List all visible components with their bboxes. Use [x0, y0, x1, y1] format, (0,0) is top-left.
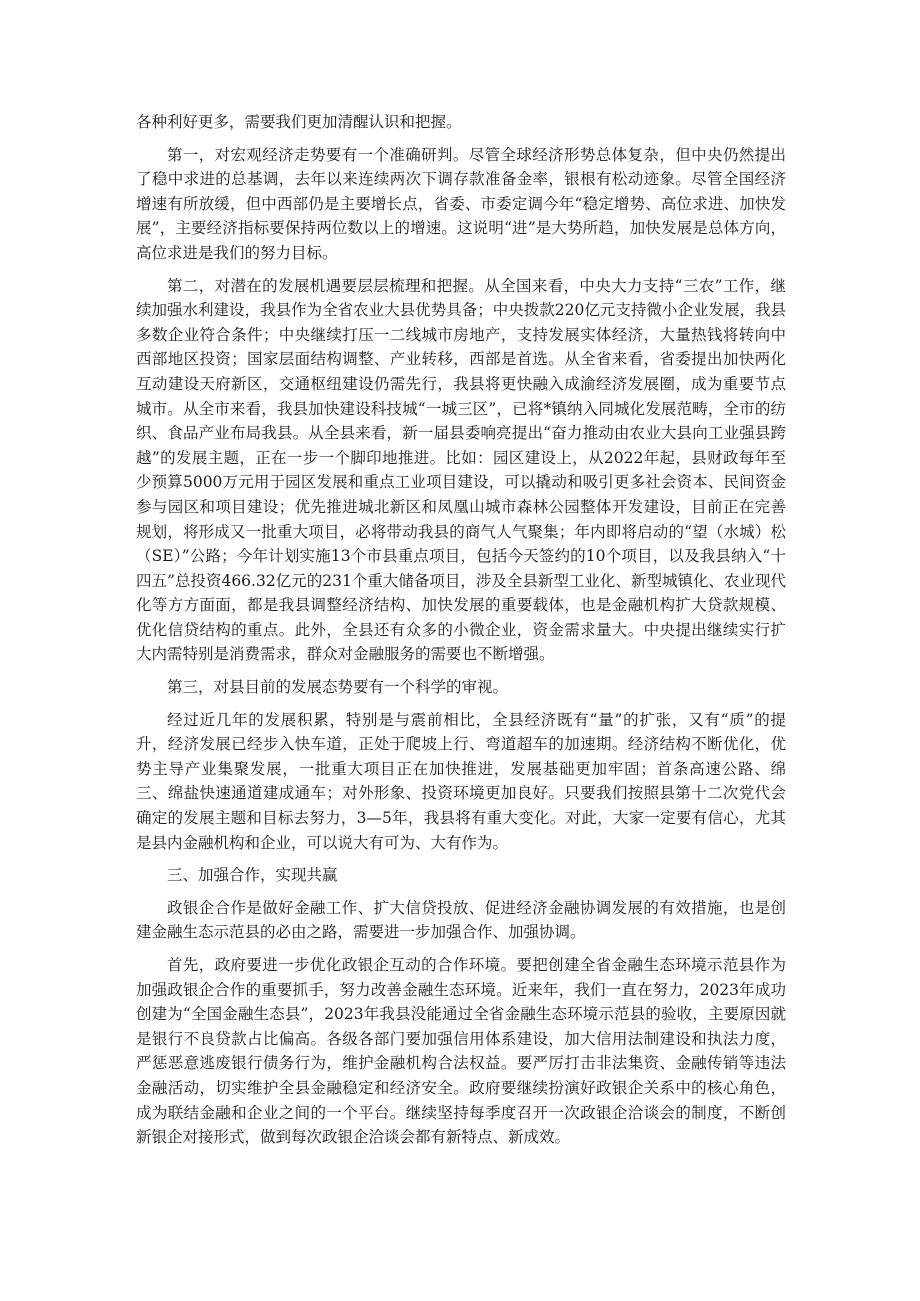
document-body	[136, 110, 786, 1158]
paragraph-development-opportunities: 第二，对潜在的发展机遇要层层梳理和把握。从全国来看，中央大力支持“三农”工作，继续加强水利建设，我县作为全省农业大县优势具备；中央拨款220亿元支持微小企业发展，我县多数企业符合条件；中央继续打压一二线城市房地产，支持发展实体经济，大量热钱将转向中西部地区投资；国家层面结构调整、产业转移，西部是首选。从全省来看，省委提出加快两化互动建设天府新区，交通枢纽建设仍需先行，我县将更快融入成渝经济发展圈，成为重要节点城市。从全市来看，我县加快建设科技城“一城三区”，已将*镇纳入同城化发展范畴，全市的纺织、食品产业布局我县。从全县来看，新一届县委响亮提出“奋力推动由农业大县向工业强县跨越”的发展主题，正在一步一个脚印地推进。比如：园区建设上，从2022年起，县财政每年至少预算5000万元用于园区发展和重点工业项目建设，可以撬动和吸引更多社会资本、民间资金参与园区和项目建设；优先推进城北新区和凤凰山城市森林公园整体开发建设，目前正在完善规划，将形成又一批重大项目，必将带动我县的商气人气聚集；年内即将启动的“望（水城）松（SE）”公路；今年计划实施13个市县重点项目，包括今天签约的10个项目，以及我县纳入“十四五”总投资466.32亿元的231个重大储备项目，涉及全县新型工业化、新型城镇化、农业现代化等方方面面，都是我县调整经济结构、加快发展的重要载体，也是金融机构扩大贷款规模、优化信贷结构的重点。此外，全县还有众多的小微企业，资金需求量大。中央提出继续实行扩大内需特别是消费需求，群众对金融服务的需要也不断增强。	[136, 276, 786, 664]
paragraph-development-trend: 经过近几年的发展积累，特别是与震前相比，全县经济既有“量”的扩张，又有“质”的提升，经济发展已经步入快车道，正处于爬坡上行、弯道超车的加速期。经济结构不断优化，优势主导产业集聚发展，一批重大项目正在加快推进，发展基础更加牢固；首条高速公路、绵三、绵盐快速通道建成通车；对外形象、投资环境更加良好。只要我们按照县第十二次党代会确定的发展主题和目标去努力，3—5年，我县将有重大变化。对此，大家一定要有信心，尤其是县内金融机构和企业，可以说大有可为、大有作为。	[136, 710, 786, 852]
paragraph-third-point-heading: 第三，对县目前的发展态势要有一个科学的审视。	[167, 678, 509, 697]
section-heading-cooperation: 三、加强合作，实现共赢	[167, 866, 338, 885]
paragraph-macro-economy: 第一，对宏观经济走势要有一个准确研判。尽管全球经济形势总体复杂，但中央仍然提出了稳中求进的总基调，去年以来连续两次下调存款准备金率，银根有松动迹象。尽管全国经济增速有所放缓，但中西部仍是主要增长点，省委、市委定调今年“稳定增势、高位求进、加快发展”，主要经济指标要保持两位数以上的增速。这说明“进”是大势所趋，加快发展是总体方向，高位求进是我们的努力目标。	[136, 145, 786, 262]
paragraph-cooperation-intro: 政银企合作是做好金融工作、扩大信贷投放、促进经济金融协调发展的有效措施，也是创建金融生态示范县的必由之路，需要进一步加强合作、加强协调。	[136, 898, 786, 942]
paragraph-continuation: 各种利好更多，需要我们更加清醒认识和把握。	[136, 113, 462, 131]
paragraph-government-role: 首先，政府要进一步优化政银企互动的合作环境。要把创建全省金融生态环境示范县作为加强政银企合作的重要抓手，努力改善金融生态环境。近来年，我们一直在努力，2023年成功创建为“全国金融生态县”，2023年我县没能通过全省金融生态环境示范县的验收，主要原因就是银行不良贷款占比偏高。各级各部门要加强信用体系建设，加大信用法制建设和执法力度，严惩恶意逃废银行债务行为，维护金融机构合法权益。要严厉打击非法集资、金融传销等违法金融活动，切实维护全县金融稳定和经济安全。政府要继续扮演好政银企关系中的核心角色，成为联结金融和企业之间的一个平台。继续坚持每季度召开一次政银企洽谈会的制度，不断创新银企对接形式，做到每次政银企洽谈会都有新特点、新成效。	[136, 956, 786, 1147]
